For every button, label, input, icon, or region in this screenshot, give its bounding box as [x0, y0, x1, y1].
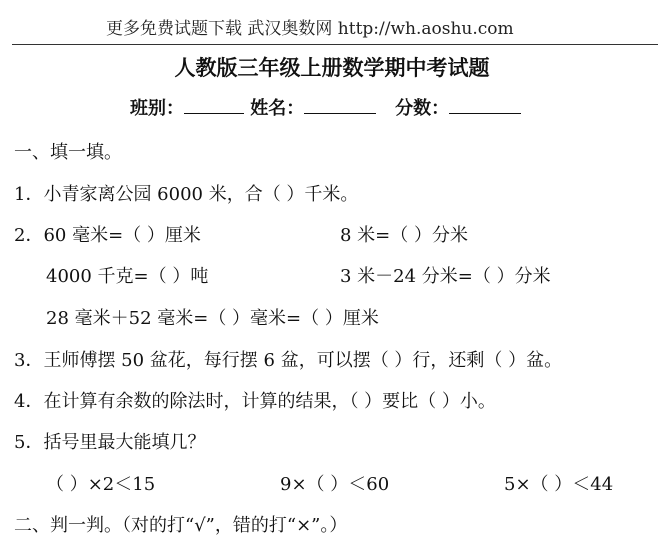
section2-heading: 二、判一判。（对的打“√”，错的打“×”。） — [14, 515, 348, 536]
name-label: 姓名： — [250, 98, 305, 119]
question-2b: 8 米=（ ）分米 — [340, 225, 468, 246]
section1-heading: 一、填一填。 — [14, 142, 122, 163]
student-info-fields — [130, 94, 521, 120]
question-2a: 2．60 毫米=（ ）厘米 — [14, 225, 201, 246]
name-blank[interactable] — [304, 95, 376, 114]
score-label: 分数： — [395, 98, 450, 119]
class-label: 班别： — [130, 98, 184, 119]
question-1: 1．小青家离公园 6000 米，合（ ）千米。 — [14, 184, 359, 205]
question-2e: 28 毫米＋52 毫米=（ ）毫米=（ ）厘米 — [46, 308, 379, 329]
question-5c: 5×（ ）＜44 — [504, 474, 614, 495]
header-divider — [12, 44, 658, 45]
page-title: 人教版三年级上册数学期中考试题 — [174, 55, 490, 80]
score-blank[interactable] — [449, 95, 521, 114]
question-5a: （ ）×2＜15 — [46, 474, 156, 495]
question-4: 4．在计算有余数的除法时，计算的结果，（ ）要比（ ）小。 — [14, 391, 496, 412]
question-2c: 4000 千克=（ ）吨 — [46, 266, 209, 287]
question-2d: 3 米－24 分米=（ ）分米 — [340, 266, 551, 287]
site-header: 更多免费试题下载 武汉奥数网 http://wh.aoshu.com — [106, 19, 514, 39]
question-5b: 9×（ ）＜60 — [280, 474, 390, 495]
question-5: 5．括号里最大能填几？ — [14, 432, 206, 453]
question-3: 3．王师傅摆 50 盆花，每行摆 6 盆，可以摆（ ）行，还剩（ ）盆。 — [14, 350, 563, 371]
class-blank[interactable] — [184, 95, 244, 114]
